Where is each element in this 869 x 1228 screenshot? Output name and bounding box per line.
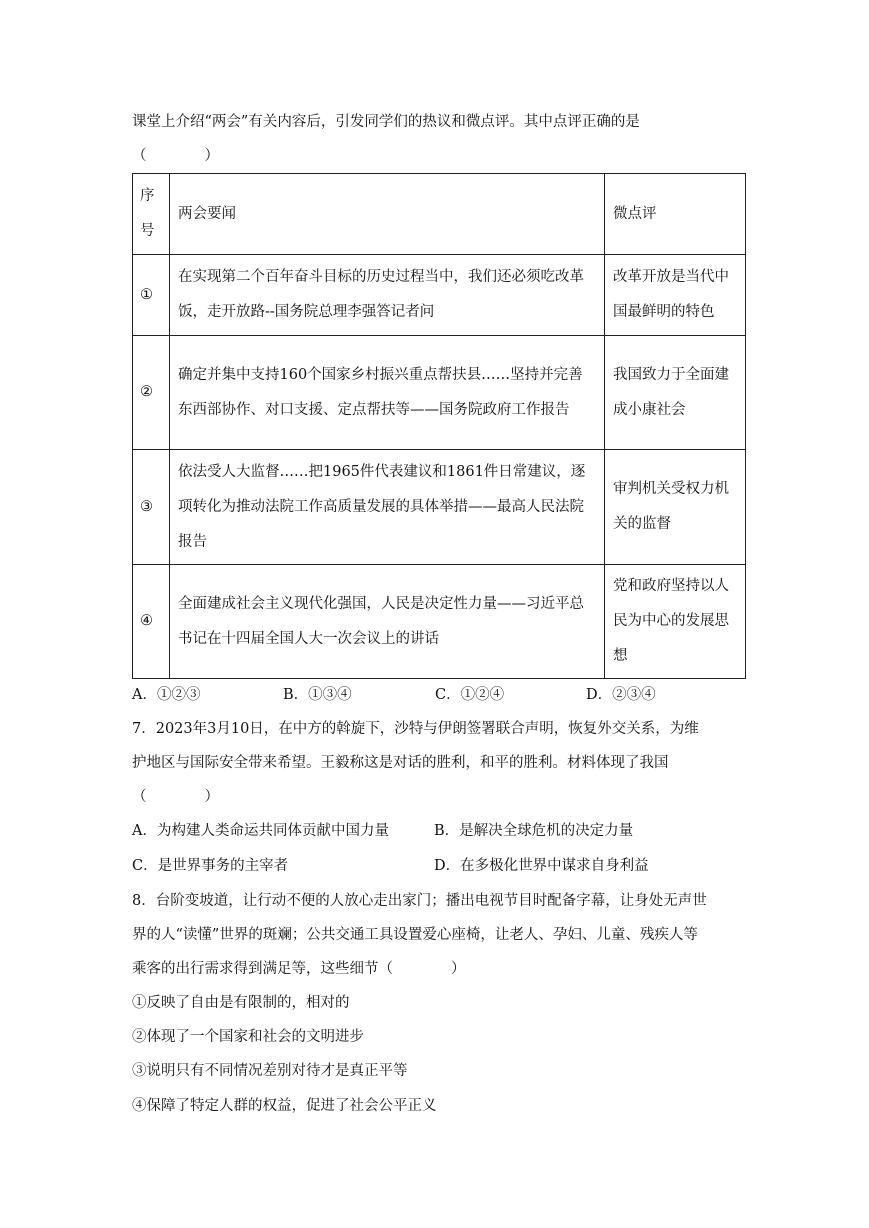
q8-statement-3: ③说明只有不同情况差别对待才是真正平等 [132,1063,408,1079]
table-header-row [133,174,746,255]
table-row [133,336,746,450]
q7-answer-paren: （ ） [132,789,219,805]
row-num: ② [133,336,170,450]
row-comment: 我国致力于全面建成小康社会 [605,336,746,450]
q8-stem-line1: 8．台阶变坡道，让行动不便的人放心走出家门；播出电视节目时配备字幕，让身处无声世 [132,893,707,909]
table-row [133,255,746,336]
row-comment: 改革开放是当代中国最鲜明的特色 [605,255,746,336]
q8-stem-line2: 界的人“读懂”世界的斑斓；公共交通工具设置爱心座椅，让老人、孕妇、儿童、残疾人等 [132,927,698,943]
q7-stem-line1: 7．2023年3月10日，在中方的斡旋下，沙特与伊朗签署联合声明，恢复外交关系，为维 [132,721,699,737]
q6-option-b[interactable]: B．①③④ [283,687,352,703]
header-num: 序号 [133,174,170,255]
row-comment: 党和政府坚持以人民为中心的发展思想 [605,565,746,679]
q6-option-a[interactable]: A．①②③ [132,687,201,703]
q7-option-b[interactable]: B．是解决全球危机的决定力量 [434,823,634,839]
row-news: 确定并集中支持160个国家乡村振兴重点帮扶县……坚持并完善东西部协作、对口支援、定点帮扶等——国务院政府工作报告 [170,336,605,450]
header-comment: 微点评 [605,174,746,255]
q6-news-table [132,173,746,679]
q7-stem-line2: 护地区与国际安全带来希望。王毅称这是对话的胜利，和平的胜利。材料体现了我国 [132,755,669,771]
row-news: 全面建成社会主义现代化强国，人民是决定性力量——习近平总书记在十四届全国人大一次会议上的讲话 [170,565,605,679]
q8-statement-4: ④保障了特定人群的权益，促进了社会公平正义 [132,1098,437,1114]
q7-option-c[interactable]: C．是世界事务的主宰者 [132,858,289,874]
row-num: ① [133,255,170,336]
row-num: ④ [133,565,170,679]
q8-statement-2: ②体现了一个国家和社会的文明进步 [132,1029,364,1045]
q7-option-d[interactable]: D．在多极化世界中谋求自身利益 [434,858,649,874]
q7-option-a[interactable]: A．为构建人类命运共同体贡献中国力量 [132,823,389,839]
row-num: ③ [133,450,170,565]
q6-option-c[interactable]: C．①②④ [435,687,505,703]
q6-stem: 课堂上介绍“两会”有关内容后，引发同学们的热议和微点评。其中点评正确的是 [132,114,640,130]
q8-statement-1: ①反映了自由是有限制的，相对的 [132,995,350,1011]
q8-stem-line3: 乘客的出行需求得到满足等，这些细节（ ） [132,961,466,977]
row-comment: 审判机关受权力机关的监督 [605,450,746,565]
q6-option-d[interactable]: D．②③④ [586,687,656,703]
q6-answer-paren: （ ） [132,148,219,164]
table-row [133,565,746,679]
table-row [133,450,746,565]
row-news: 在实现第二个百年奋斗目标的历史过程当中，我们还必须吃改革饭，走开放路--国务院总理李强答记者问 [170,255,605,336]
row-news: 依法受人大监督……把1965件代表建议和1861件日常建议，逐项转化为推动法院工作高质量发展的具体举措——最高人民法院报告 [170,450,605,565]
header-news: 两会要闻 [170,174,605,255]
